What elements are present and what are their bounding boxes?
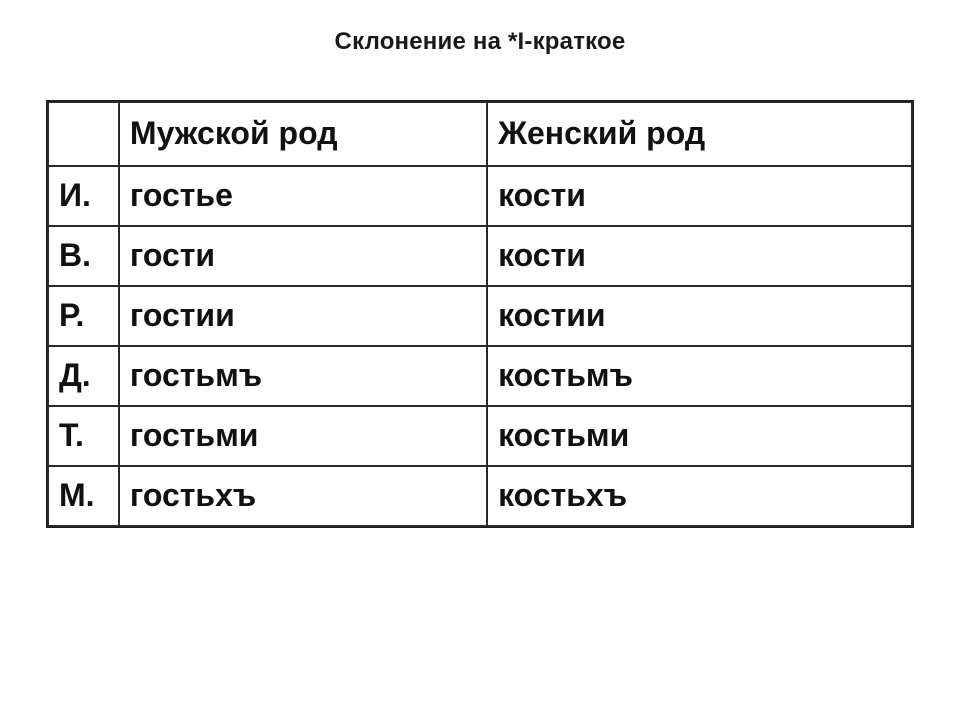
feminine-form: костии [487,286,912,346]
table-header-row [48,102,912,166]
table-row [48,406,912,466]
feminine-form: костьхъ [487,466,912,526]
feminine-form: кости [487,166,912,226]
header-feminine-cell [487,102,912,166]
masculine-form: гостии [119,286,487,346]
table-row [48,286,912,346]
masculine-form: гостьмъ [119,346,487,406]
masculine-form: гостьхъ [119,466,487,526]
case-label: В. [48,226,119,286]
case-label: Т. [48,406,119,466]
case-label: Д. [48,346,119,406]
case-label: И. [48,166,119,226]
feminine-form: кости [487,226,912,286]
declension-table [47,101,913,527]
table-row [48,466,912,526]
table-row [48,346,912,406]
header-feminine-label: Женский род [498,115,706,151]
header-masculine-cell [119,102,487,166]
table-row [48,166,912,226]
feminine-form: костьми [487,406,912,466]
masculine-form: гостье [119,166,487,226]
case-label: Р. [48,286,119,346]
feminine-form: костьмъ [487,346,912,406]
table-row [48,226,912,286]
header-case-cell [48,102,119,166]
header-masculine-label: Мужской род [129,115,338,151]
masculine-form: гости [119,226,487,286]
page-title: Склонение на *I-краткое [334,28,626,55]
masculine-form: гостьми [119,406,487,466]
case-label: М. [48,466,119,526]
